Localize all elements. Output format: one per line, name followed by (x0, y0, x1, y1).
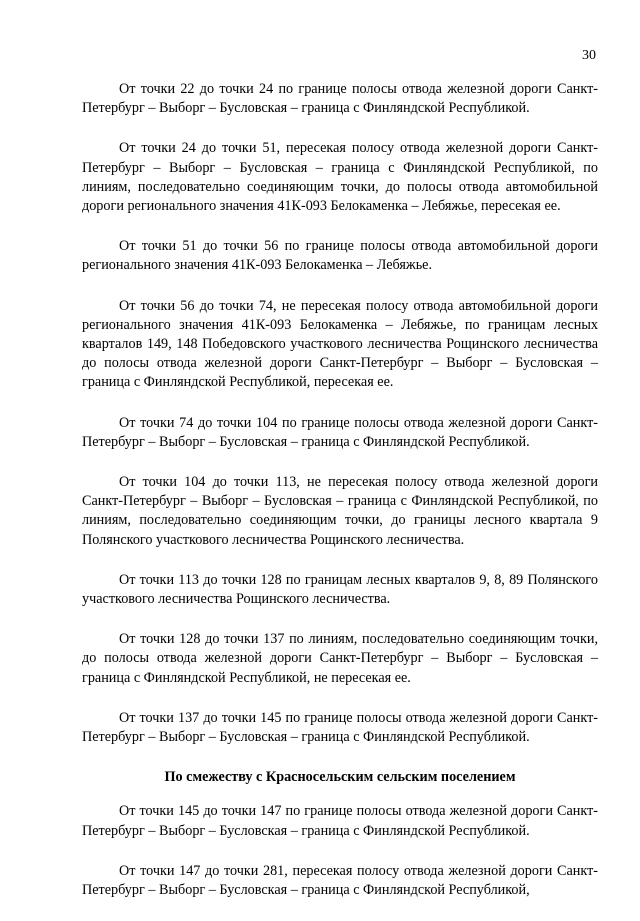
paragraph: От точки 137 до точки 145 по границе полосы отвода железной дороги Санкт-Петербург – Выборг – Бусловская – граница с Финляндской Республикой. (82, 709, 598, 746)
paragraph: От точки 104 до точки 113, не пересекая полосу отвода железной дороги Санкт-Петербург – Выборг – Бусловская – граница с Финляндской Республикой, по линиям, последовательно соединяющим точки, до границы лесного квартала 9 Полянского участкового лесничества Рощинского лесничества. (82, 474, 598, 548)
section-heading: По смежеству с Красносельским сельским поселением (164, 769, 516, 786)
paragraph: От точки 24 до точки 51, пересекая полосу отвода железной дороги Санкт-Петербург – Выборг – Бусловская – граница с Финляндской Республикой, по линиям, последовательно соединяющим точки, до полосы отвода автомобильной дороги регионального значения 41К-093 Белокаменка – Лебяжье, пересекая ее. (82, 140, 598, 215)
paragraph: От точки 145 до точки 147 по границе полосы отвода железной дороги Санкт-Петербург – Выборг – Бусловская – граница с Финляндской Республикой. (82, 803, 598, 839)
paragraph: От точки 128 до точки 137 по линиям, последовательно соединяющим точки, до полосы отвода железной дороги Санкт-Петербург – Выборг – Бусловская – граница с Финляндской Республикой, не пересекая ее. (82, 631, 598, 686)
paragraph: От точки 51 до точки 56 по границе полосы отвода автомобильной дороги регионального значения 41К-093 Белокаменка – Лебяжье. (82, 238, 598, 274)
document-body (82, 80, 598, 921)
page-number: 30 (582, 48, 596, 63)
paragraph: От точки 113 до точки 128 по границам лесных кварталов 9, 8, 89 Полянского участкового лесничества Рощинского лесничества. (82, 571, 598, 608)
paragraph: От точки 22 до точки 24 по границе полосы отвода железной дороги Санкт-Петербург – Выборг – Бусловская – граница с Финляндской Республикой. (82, 81, 598, 117)
paragraph: От точки 147 до точки 281, пересекая полосу отвода железной дороги Санкт-Петербург – Выборг – Бусловская – граница с Финляндской Республикой, (82, 862, 598, 899)
paragraph: От точки 56 до точки 74, не пересекая полосу отвода автомобильной дороги регионального значения 41К-093 Белокаменка – Лебяжье, по границам лесных кварталов 149, 148 Победовского участкового лесничества Рощинского лесничества до полосы отвода железной дороги Санкт-Петербург – Выборг – Бусловская – граница с Финляндской Республикой, пересекая ее. (82, 297, 598, 391)
paragraph: От точки 74 до точки 104 по границе полосы отвода железной дороги Санкт-Петербург – Выборг – Бусловская – граница с Финляндской Республикой. (82, 414, 598, 450)
